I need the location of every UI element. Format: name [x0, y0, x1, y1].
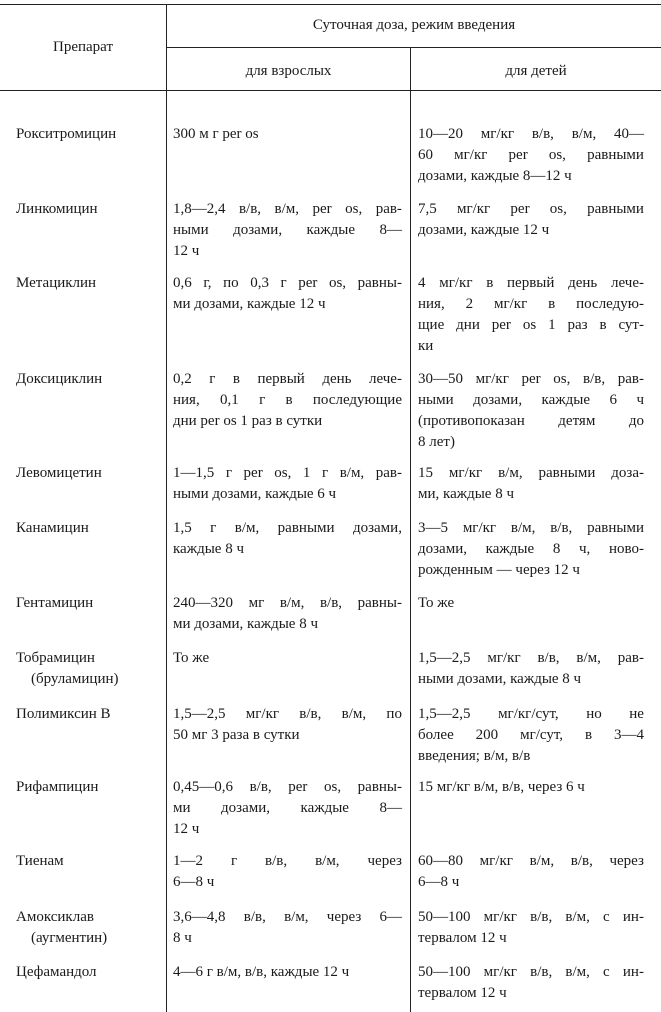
- adult-dose-cell: [173, 962, 402, 983]
- cell-text-line: дозами, каждые 12 ч: [418, 222, 550, 238]
- child-dose-cell: [418, 704, 644, 767]
- cell-text-line: щие дни per os 1 раз в сут-: [418, 317, 644, 333]
- cell-text-line: Цефамандол: [16, 964, 97, 980]
- header-subrule: [166, 47, 661, 48]
- cell-text-line: Гентамицин: [16, 595, 94, 611]
- child-dose-cell: [418, 273, 644, 357]
- cell-text-line: 240—320 мг в/м, в/в, равны-: [173, 595, 402, 611]
- cell-text-line: 6—8 ч: [418, 874, 460, 890]
- cell-text-line: 6—8 ч: [173, 874, 215, 890]
- adult-dose-cell: [173, 518, 402, 560]
- adult-dose-cell: [173, 777, 402, 840]
- child-dose-cell: [418, 593, 644, 614]
- drug-name-cell: [16, 704, 164, 725]
- child-dose-cell: [418, 907, 644, 949]
- cell-text-line: 60 мг/кг per os, равными: [418, 147, 644, 163]
- cell-text-line: 1,8—2,4 в/в, в/м, per os, рав-: [173, 201, 402, 217]
- drug-name-cell: [16, 463, 164, 484]
- cell-text-line: 15 мг/кг в/м, равными доза-: [418, 465, 644, 481]
- cell-text-line: 12 ч: [173, 821, 200, 837]
- cell-text-line: 12 ч: [173, 243, 200, 259]
- child-dose-cell: [418, 199, 644, 241]
- adult-dose-cell: [173, 369, 402, 432]
- cell-text-line: тервалом 12 ч: [418, 985, 507, 1001]
- cell-text-line: ными дозами, каждые 6 ч: [173, 486, 337, 502]
- cell-text-line: дозами, каждые 8—12 ч: [418, 168, 572, 184]
- cell-text-line: 1,5—2,5 мг/кг в/в, в/м, по: [173, 706, 402, 722]
- cell-text-line: 0,6 г, по 0,3 г per os, равны-: [173, 275, 402, 291]
- drug-name-cell: [16, 593, 164, 614]
- cell-text-line: (противопоказан детям до: [418, 413, 644, 429]
- cell-text-line: ными дозами, каждые 8 ч: [418, 671, 582, 687]
- drug-name-cell: [16, 273, 164, 294]
- header-bottom-rule: [0, 90, 661, 91]
- cell-text-line: Амоксиклав: [16, 909, 94, 925]
- drug-name-cell: [16, 648, 164, 690]
- adult-dose-cell: [173, 124, 402, 145]
- drug-name-cell: [16, 369, 164, 390]
- child-dose-cell: [418, 124, 644, 187]
- adult-dose-cell: [173, 273, 402, 315]
- cell-text-line: ми дозами, каждые 8 ч: [173, 616, 318, 632]
- child-dose-cell: [418, 518, 644, 581]
- cell-text-line: рожденным — через 12 ч: [418, 562, 580, 578]
- adult-dose-cell: [173, 463, 402, 505]
- cell-text-line: Рокситромицин: [16, 126, 117, 142]
- cell-text-line: дозами, каждые 8 ч, ново-: [418, 541, 644, 557]
- cell-text-line: ми дозами, каждые 12 ч: [173, 296, 326, 312]
- cell-text-line: Линкомицин: [16, 201, 98, 217]
- cell-text-line: Доксициклин: [16, 371, 103, 387]
- drug-name-cell: [16, 777, 164, 798]
- child-dose-cell: [418, 463, 644, 505]
- cell-text-line: 8 лет): [418, 434, 455, 450]
- adult-dose-cell: [173, 851, 402, 893]
- cell-text-line: 300 м г per os: [173, 126, 259, 142]
- cell-text-line: ми, каждые 8 ч: [418, 486, 515, 502]
- cell-text-line: 3—5 мг/кг в/м, в/в, равными: [418, 520, 644, 536]
- drug-name-cell: [16, 851, 164, 872]
- drug-name-cell: [16, 962, 164, 983]
- cell-text-line: 0,2 г в первый день лече-: [173, 371, 402, 387]
- adult-dose-cell: [173, 593, 402, 635]
- cell-text-line: Канамицин: [16, 520, 89, 536]
- cell-text-line: (бруламицин): [31, 671, 119, 687]
- cell-text-line: 1,5—2,5 мг/кг/сут, но не: [418, 706, 644, 722]
- cell-text-line: 1—1,5 г per os, 1 г в/м, рав-: [173, 465, 402, 481]
- cell-text-line: ными дозами, каждые 8—: [173, 222, 402, 238]
- column-divider-drug: [166, 4, 167, 1012]
- cell-text-line: 60—80 мг/кг в/м, в/в, через: [418, 853, 644, 869]
- cell-text-line: Тобрамицин: [16, 650, 95, 666]
- child-dose-cell: [418, 851, 644, 893]
- cell-text-line: тервалом 12 ч: [418, 930, 507, 946]
- cell-text-line: введения; в/м, в/в: [418, 748, 531, 764]
- cell-text-line: 50 мг 3 раза в сутки: [173, 727, 300, 743]
- cell-text-line: 10—20 мг/кг в/в, в/м, 40—: [418, 126, 644, 142]
- cell-text-line: 50—100 мг/кг в/в, в/м, с ин-: [418, 909, 644, 925]
- drug-name-cell: [16, 124, 164, 145]
- adult-dose-cell: [173, 704, 402, 746]
- cell-text-line: 1,5—2,5 мг/кг в/в, в/м, рав-: [418, 650, 644, 666]
- cell-text-line: То же: [173, 650, 210, 666]
- table-top-rule: [0, 4, 661, 5]
- cell-text-line: 7,5 мг/кг per os, равными: [418, 201, 644, 217]
- cell-text-line: ми дозами, каждые 8—: [173, 800, 402, 816]
- cell-text-line: ния, 2 мг/кг в последую-: [418, 296, 644, 312]
- child-dose-cell: [418, 777, 644, 798]
- cell-text-line: 50—100 мг/кг в/в, в/м, с ин-: [418, 964, 644, 980]
- cell-text-line: 4—6 г в/м, в/в, каждые 12 ч: [173, 964, 350, 980]
- adult-dose-cell: [173, 199, 402, 262]
- child-dose-cell: [418, 648, 644, 690]
- header-children: для детей: [505, 63, 567, 79]
- cell-text-line: дни per os 1 раз в сутки: [173, 413, 323, 429]
- cell-text-line: более 200 мг/сут, в 3—4: [418, 727, 644, 743]
- cell-text-line: 8 ч: [173, 930, 192, 946]
- drug-name-cell: [16, 199, 164, 220]
- cell-text-line: Тиенам: [16, 853, 64, 869]
- adult-dose-cell: [173, 907, 402, 949]
- cell-text-line: Метациклин: [16, 275, 97, 291]
- adult-dose-cell: [173, 648, 402, 669]
- cell-text-line: ния, 0,1 г в последующие: [173, 392, 402, 408]
- child-dose-cell: [418, 369, 644, 453]
- header-adults: для взрослых: [245, 63, 332, 79]
- cell-text-line: Левомицетин: [16, 465, 102, 481]
- cell-text-line: 1—2 г в/в, в/м, через: [173, 853, 402, 869]
- cell-text-line: То же: [418, 595, 455, 611]
- cell-text-line: (аугментин): [31, 930, 108, 946]
- cell-text-line: 15 мг/кг в/м, в/в, через 6 ч: [418, 779, 585, 795]
- child-dose-cell: [418, 962, 644, 1004]
- cell-text-line: каждые 8 ч: [173, 541, 244, 557]
- header-daily-dose: Суточная доза, режим введения: [312, 17, 516, 33]
- cell-text-line: 30—50 мг/кг per os, в/в, рав-: [418, 371, 644, 387]
- cell-text-line: ки: [418, 338, 434, 354]
- drug-name-cell: [16, 907, 164, 949]
- cell-text-line: Рифампицин: [16, 779, 99, 795]
- cell-text-line: 3,6—4,8 в/в, в/м, через 6—: [173, 909, 402, 925]
- cell-text-line: 1,5 г в/м, равными дозами,: [173, 520, 402, 536]
- cell-text-line: 0,45—0,6 в/в, per os, равны-: [173, 779, 402, 795]
- cell-text-line: 4 мг/кг в первый день лече-: [418, 275, 644, 291]
- drug-name-cell: [16, 518, 164, 539]
- cell-text-line: ными дозами, каждые 6 ч: [418, 392, 644, 408]
- header-drug: Препарат: [53, 39, 113, 55]
- column-divider-age: [410, 47, 411, 1012]
- cell-text-line: Полимиксин В: [16, 706, 111, 722]
